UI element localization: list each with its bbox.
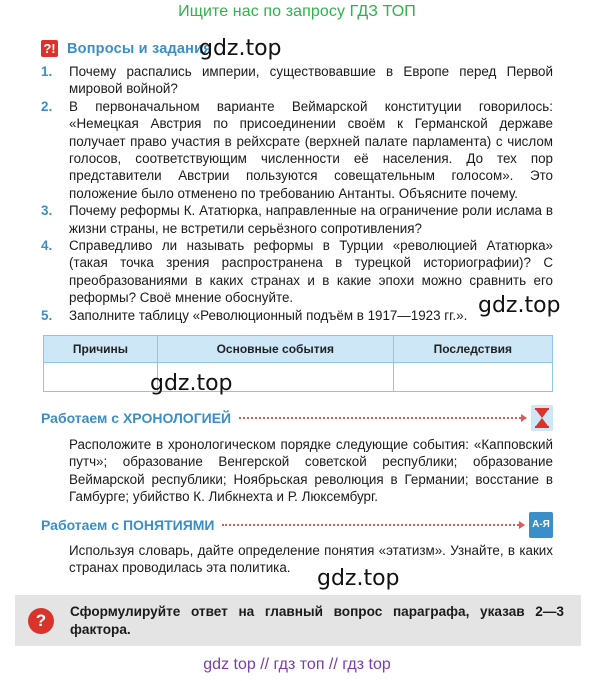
watermark: gdz.top	[478, 293, 561, 318]
table-cell[interactable]	[393, 363, 552, 392]
question-number: 1.	[41, 64, 53, 79]
arrow-icon	[519, 521, 525, 529]
question-number: 5.	[41, 307, 53, 323]
question-item	[41, 202, 553, 237]
main-question-box	[15, 595, 581, 646]
watermark: gdz.top	[150, 371, 233, 396]
arrow-icon	[521, 414, 527, 422]
concepts-text: Используя словарь, дайте определение понятия «этатизм». Узнайте, в каких странах проводилась эта политика.	[69, 543, 553, 576]
watermark: gdz.top	[199, 36, 282, 61]
hourglass-icon	[531, 405, 553, 431]
question-number: 3.	[41, 203, 53, 219]
questions-section-header	[41, 40, 212, 57]
table-header-events: Основные события	[157, 336, 393, 363]
question-number: 2.	[41, 98, 53, 114]
dictionary-icon: А-Я	[529, 512, 553, 538]
concepts-title: Работаем с ПОНЯТИЯМИ	[41, 517, 215, 533]
questions-section-title: Вопросы и задания	[67, 40, 212, 57]
question-item	[41, 98, 553, 202]
footer-watermark: gdz top // гдз топ // гдз top	[203, 656, 391, 673]
question-text: Почему распались империи, существовавшие в Европе перед Первой мировой войной?	[69, 64, 553, 97]
top-banner: Ищите нас по запросу ГДЗ ТОП	[178, 3, 416, 20]
question-text: Почему реформы К. Ататюрка, направленные на ограничение роли ислама в жизни страны, не встретили серьёзного сопротивления?	[69, 203, 553, 236]
question-item	[41, 307, 553, 324]
table-row	[44, 363, 553, 392]
question-text: В первоначальном варианте Веймарской конституции говорилось: «Немецкая Австрия по присоединении своём к Германской державе получает право участия в рейхсрате (верхней палате парламента) с числом голосов, соответствующим численности её населения. До тех пор представители Австрии пользуются совещательным голосом». Это положение было отменено по требованию Антанты. Объясните почему.	[69, 98, 553, 201]
table-header-consequences: Последствия	[393, 336, 552, 363]
chronology-header	[41, 405, 553, 431]
question-item	[41, 237, 553, 307]
main-question-text: Сформулируйте ответ на главный вопрос параграфа, указав 2—3 фактора.	[70, 603, 564, 637]
concepts-header	[41, 512, 553, 538]
dotted-divider	[239, 417, 521, 419]
table-cell[interactable]	[44, 363, 158, 392]
question-text: Заполните таблицу «Революционный подъём в 1917—1923 гг.».	[69, 307, 468, 323]
question-number: 4.	[41, 238, 53, 254]
table-header-causes: Причины	[44, 336, 158, 363]
question-item	[41, 63, 553, 98]
watermark: gdz.top	[317, 566, 400, 591]
question-exclamation-icon: ?!	[41, 40, 58, 57]
dotted-divider	[222, 524, 519, 526]
chronology-title: Работаем с ХРОНОЛОГИЕЙ	[41, 410, 232, 426]
chronology-text: Расположите в хронологическом порядке следующие события: «Капповский путч»; образование Венгерской советской республики; образование Веймарской республики; Ноябрьская революция в Германии; восстание в Гамбурге; убийство К. Либкнехта и Р. Люксембург.	[69, 437, 553, 505]
questions-list	[41, 63, 553, 324]
revolution-table	[43, 335, 553, 392]
question-text: Справедливо ли называть реформы в Турции «революцией Ататюрка» (такая точка зрения распространена в турецкой историографии)? С преобразованиями в каких странах и в какие эпохи можно сравнить его реформы? Своё мнение обоснуйте.	[69, 238, 553, 306]
question-mark-icon: ?	[28, 608, 54, 634]
